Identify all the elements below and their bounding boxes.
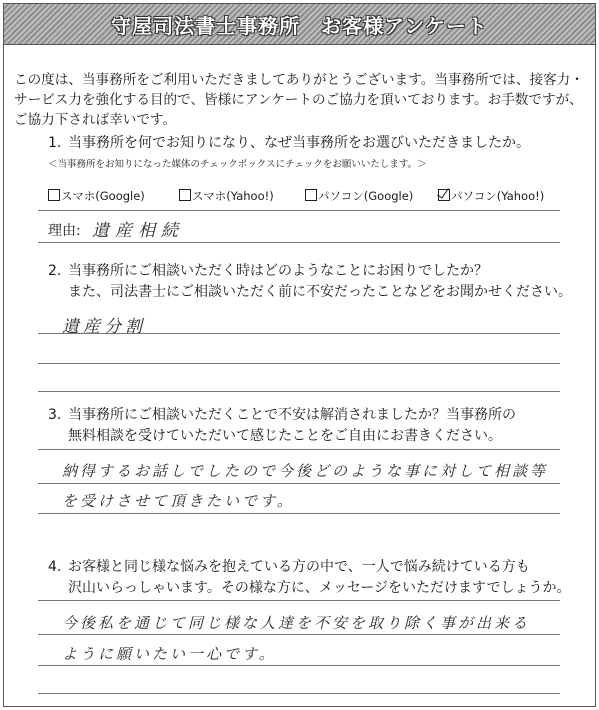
checkbox-box[interactable]: [48, 189, 60, 201]
checkbox-label: パソコン(Google): [318, 189, 414, 203]
answer-line: [38, 600, 560, 601]
question-3-number: 3.: [48, 407, 62, 423]
question-2-answer[interactable]: 遺産分割: [62, 317, 146, 337]
checkbox-label: スマホ(Google): [61, 189, 145, 203]
question-4-answer-line1[interactable]: 今後私を通じて同じ様な人達を不安を取り除く事が出来る: [62, 614, 531, 632]
reason-label: 理由:: [48, 223, 81, 239]
checkbox-label: パソコン(Yahoo!): [451, 189, 545, 203]
checkbox-box[interactable]: [305, 189, 317, 201]
question-2-number: 2.: [48, 263, 62, 279]
answer-line: [38, 210, 560, 211]
question-3-text-line1: 当事務所にご相談いただくことで不安は解消されましたか？当事務所の: [68, 407, 516, 423]
question-1: [48, 133, 530, 154]
answer-line: [38, 363, 560, 364]
intro-text: この度は、当事務所をご利用いただきましてありがとうございます。当事務所では、接客力・サービス力を強化する目的で、皆様にアンケートのご協力を頂いております。お手数ですが、ご協力下されば幸いです。: [14, 72, 584, 128]
checkbox-box[interactable]: [179, 189, 191, 201]
answer-line: [38, 513, 560, 514]
checkbox-pc-google[interactable]: [305, 188, 413, 204]
question-4-answer-line2[interactable]: ように願いたい一心です。: [62, 645, 277, 663]
answer-line: [38, 391, 560, 392]
question-4-number: 4.: [48, 559, 62, 575]
question-4-text-line1: お客様と同じ様な悩みを抱えている方の中で、一人で悩み続けている方も: [68, 559, 530, 575]
reason-answer[interactable]: 遺産相続: [92, 221, 184, 241]
answer-line: [38, 634, 560, 635]
checkbox-label: スマホ(Yahoo!): [192, 189, 274, 203]
answer-line: [38, 449, 560, 450]
question-3: [48, 405, 516, 447]
question-2-text-line1: 当事務所にご相談いただく時はどのようなことにお困りでしたか？: [68, 263, 488, 279]
answer-line: [38, 693, 560, 694]
checkbox-smartphone-google[interactable]: [48, 188, 145, 204]
question-1-note: ＜当事務所をお知りになった媒体のチェックボックスにチェックをお願いいたします。＞: [48, 159, 427, 170]
question-4: [48, 557, 570, 599]
answer-line: [38, 483, 560, 484]
question-1-number: 1.: [48, 135, 62, 151]
question-3-answer-line2[interactable]: を受けさせて頂きたいです。: [62, 492, 295, 510]
question-1-text: 当事務所を何でお知りになり、なぜ当事務所をお選びいただきましたか。: [68, 135, 530, 151]
answer-line: [38, 333, 560, 334]
checkbox-pc-yahoo[interactable]: [438, 188, 544, 204]
question-2: [48, 261, 572, 303]
question-4-text-line2: 沢山いらっしゃいます。その様な方に、メッセージをいただけますでしょうか。: [68, 580, 571, 596]
answer-line: [38, 665, 560, 666]
answer-line: [38, 242, 560, 243]
question-3-answer-line1[interactable]: 納得するお話しでしたので今後どのような事に対して相談等: [62, 462, 549, 480]
checkbox-box-checked[interactable]: [438, 189, 450, 201]
question-2-text-line2: また、司法書士にご相談いただく前に不安だったことなどをお聞かせください。: [68, 284, 572, 300]
checkbox-smartphone-yahoo[interactable]: [179, 188, 274, 204]
survey-title: 守屋司法書士事務所 お客様アンケート: [111, 13, 488, 38]
question-3-text-line2: 無料相談を受けていただいて感じたことをご自由にお書きください。: [68, 428, 502, 444]
survey-header: [3, 3, 596, 45]
